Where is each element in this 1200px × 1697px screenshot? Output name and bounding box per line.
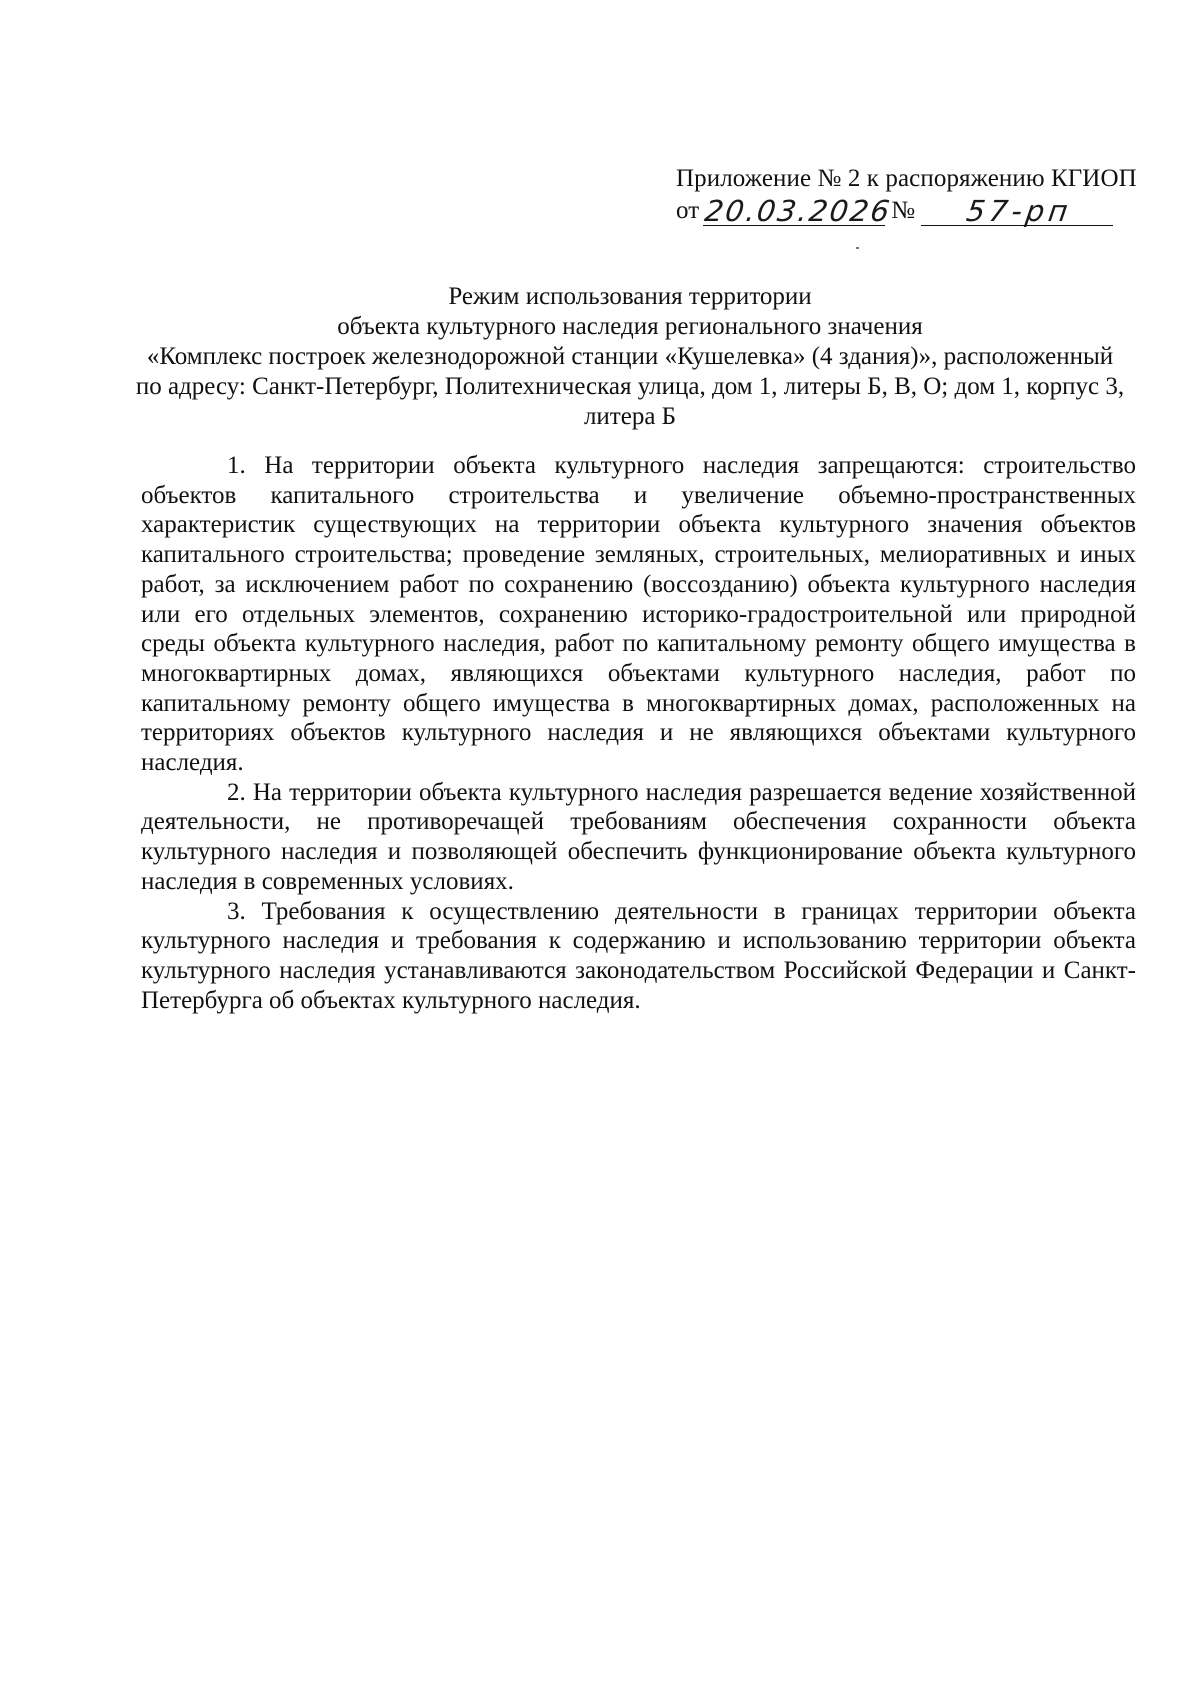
- title-line-4: по адресу: Санкт-Петербург, Политехническая улица, дом 1, литеры Б, В, О; дом 1, корпус 3,: [135, 373, 1125, 400]
- paragraph-number: 1.: [227, 452, 246, 479]
- title-line-5: литера Б: [583, 403, 677, 430]
- paragraph-3: [141, 897, 1136, 1016]
- paragraph-2: [141, 778, 1136, 897]
- paragraph-number: 3.: [227, 897, 246, 925]
- handwritten-order-number: 57-рп: [921, 197, 1117, 226]
- appendix-title: Приложение № 2 к распоряжению КГИОП: [676, 165, 1137, 192]
- scan-speck: [856, 247, 859, 249]
- order-reference: [676, 196, 1136, 226]
- document-body: [141, 451, 1136, 1015]
- document-title: [120, 282, 1140, 432]
- title-line-2: объекта культурного наследия регионального значения: [337, 313, 923, 340]
- title-line-3: «Комплекс построек железнодорожной станции «Кушелевка» (4 здания)», расположенный: [146, 343, 1114, 370]
- paragraph-text: На территории объекта культурного наследия запрещаются: строительство объектов капитального строительства и увеличение объемно-пространственных характеристик существующих на территории объекта культурного значения объектов капитального строительства; проведение земляных, строительных, мелиоративных и иных работ, за исключением работ по сохранению (воссозданию) объекта культурного наследия или его отдельных элементов, сохранению историко-градостроительной или природной среды объекта культурного наследия, работ по капитальному ремонту общего имущества в многоквартирных домах, являющихся объектами культурного наследия, работ по капитальному ремонту общего имущества в многоквартирных домах, расположенных на территориях объектов культурного наследия и не являющихся объектами культурного наследия.: [141, 452, 1136, 777]
- paragraph-text: Требования к осуществлению деятельности в границах территории объекта культурного наследия и требования к содержанию и использованию территории объекта культурного наследия устанавливаются законодательством Российской Федерации и Санкт-Петербурга об объектах культурного наследия.: [141, 897, 1136, 1014]
- number-label: №: [891, 197, 916, 224]
- handwritten-date: 20.03.2026: [702, 194, 894, 228]
- appendix-header: [676, 164, 1136, 226]
- date-label: от: [676, 197, 700, 224]
- paragraph-number: 2.: [227, 778, 246, 806]
- paragraph-text: На территории объекта культурного наследия разрешается ведение хозяйственной деятельности, не противоречащей требованиям обеспечения сохранности объекта культурного наследия и позволяющей обеспечить функционирование объекта культурного наследия в современных условиях.: [141, 778, 1137, 895]
- title-line-1: Режим использования территории: [448, 283, 812, 310]
- paragraph-1: [141, 451, 1136, 778]
